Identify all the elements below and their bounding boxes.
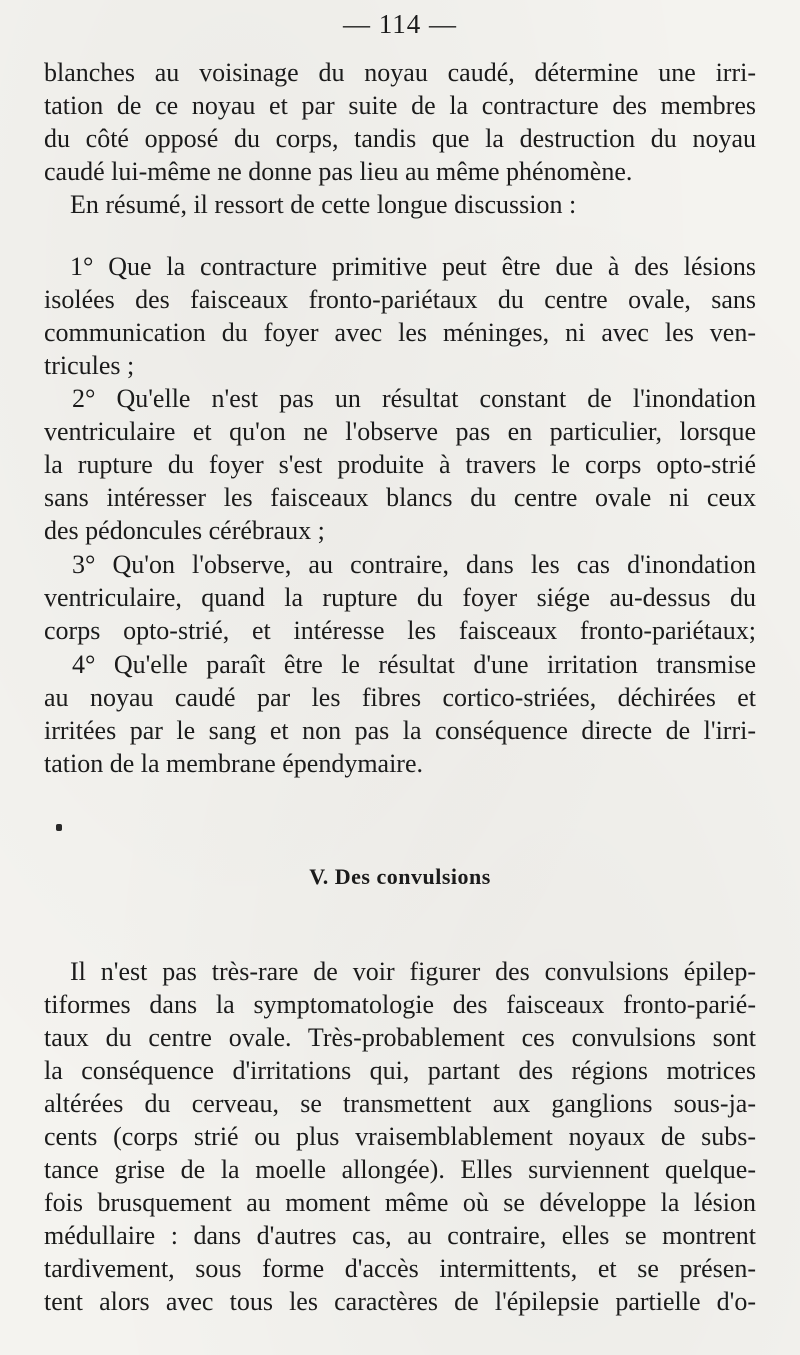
point2-line-3: la rupture du foyer s'est produite à travers le corps opto-strié — [44, 450, 756, 479]
ink-dot — [56, 824, 62, 831]
point4-line-2: au noyau caudé par les fibres cortico-striées, déchirées et — [44, 683, 756, 712]
paragraph2-line-8: fois brusquement au moment même où se développe la lésion — [44, 1188, 756, 1217]
paragraph1-line-3: du côté opposé du corps, tandis que la destruction du noyau — [44, 124, 756, 153]
paragraph1-line-2: tation de ce noyau et par suite de la contracture des membres — [44, 91, 756, 120]
summary-intro: En résumé, il ressort de cette longue discussion : — [70, 190, 577, 219]
paragraph2-line-11: tent alors avec tous les caractères de l'épilepsie partielle d'o- — [44, 1287, 756, 1316]
point1-line-2: isolées des faisceaux fronto-pariétaux du centre ovale, sans — [44, 285, 756, 314]
point1-line-1: 1° Que la contracture primitive peut être due à des lésions — [70, 252, 756, 281]
point2-line-4: sans intéresser les faisceaux blancs du centre ovale ni ceux — [44, 483, 756, 512]
point2-line-5: des pédoncules cérébraux ; — [44, 516, 325, 545]
point3-line-1: 3° Qu'on l'observe, au contraire, dans les cas d'inondation — [72, 550, 756, 579]
point1-line-4: tricules ; — [44, 351, 135, 380]
paragraph2-line-4: la conséquence d'irritations qui, partant des régions motrices — [44, 1056, 756, 1085]
paragraph2-line-7: tance grise de la moelle allongée). Elles surviennent quelque- — [44, 1155, 756, 1184]
point4-line-4: tation de la membrane épendymaire. — [44, 749, 424, 778]
paragraph1-line-1: blanches au voisinage du noyau caudé, détermine une irri- — [44, 58, 756, 87]
point4-line-1: 4° Qu'elle paraît être le résultat d'une irritation transmise — [72, 650, 756, 679]
point4-line-3: irritées par le sang et non pas la conséquence directe de l'irri- — [44, 716, 756, 745]
paragraph2-line-5: altérées du cerveau, se transmettent aux ganglions sous-ja- — [44, 1089, 756, 1118]
paragraph1-line-4: caudé lui-même ne donne pas lieu au même phénomène. — [44, 157, 633, 186]
point2-line-1: 2° Qu'elle n'est pas un résultat constant de l'inondation — [72, 384, 756, 413]
point3-line-2: ventriculaire, quand la rupture du foyer siége au-dessus du — [44, 583, 756, 612]
point2-line-2: ventriculaire et qu'on ne l'observe pas en particulier, lorsque — [44, 417, 756, 446]
point1-line-3: communication du foyer avec les méninges, ni avec les ven- — [44, 318, 756, 347]
paragraph2-line-10: tardivement, sous forme d'accès intermittents, et se présen- — [44, 1254, 756, 1283]
page-number: — 114 — — [343, 9, 457, 39]
paragraph2-line-1: Il n'est pas très-rare de voir figurer des convulsions épilep- — [70, 957, 756, 986]
paragraph2-line-2: tiformes dans la symptomatologie des faisceaux fronto-parié- — [44, 990, 756, 1019]
paragraph2-line-6: cents (corps strié ou plus vraisemblablement noyaux de subs- — [44, 1122, 756, 1151]
point3-line-3: corps opto-strié, et intéresse les faisceaux fronto-pariétaux; — [44, 616, 756, 645]
paragraph2-line-9: médullaire : dans d'autres cas, au contraire, elles se montrent — [44, 1221, 756, 1250]
section-heading: V. Des convulsions — [309, 864, 491, 889]
paragraph2-line-3: taux du centre ovale. Très-probablement ces convulsions sont — [44, 1023, 756, 1052]
